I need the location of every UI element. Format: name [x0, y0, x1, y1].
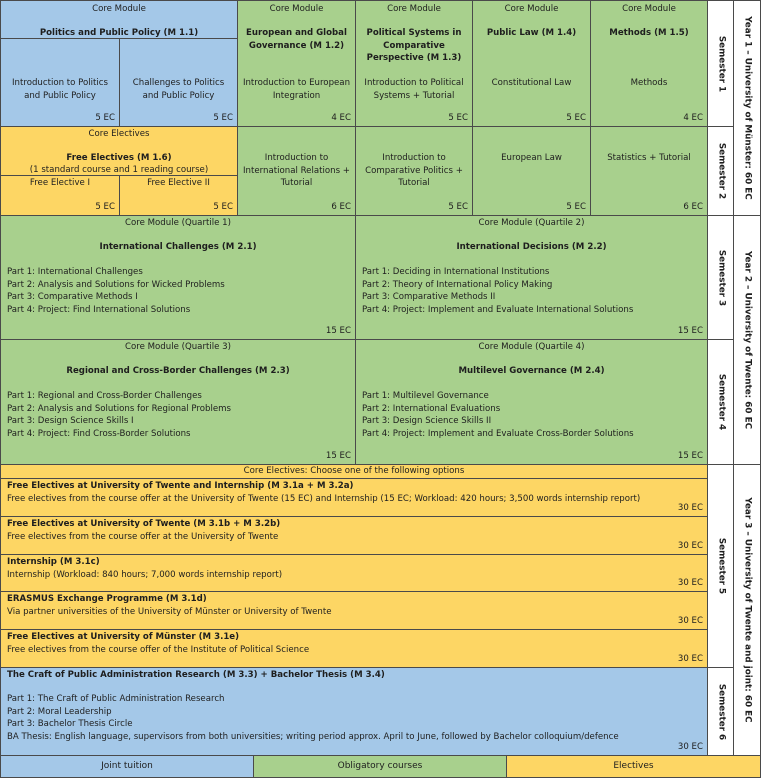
- course-name: Constitutional Law: [491, 78, 572, 88]
- option-title: Free Electives at University of Twente and Internship (M 3.1a + M 3.2a): [7, 481, 354, 491]
- thesis-title-wrap: [7, 669, 703, 682]
- free-elective-1: [0, 175, 120, 216]
- free-elective-2: [119, 175, 238, 216]
- module-title: International Challenges (M 2.1): [99, 242, 257, 252]
- part-line: Part 4: Project: Find International Solutions: [7, 304, 191, 315]
- module-parts: [362, 390, 703, 440]
- part-line: Part 1: Regional and Cross-Border Challenges: [7, 391, 202, 401]
- part-line: Part 3: Comparative Methods I: [7, 292, 138, 303]
- ec-value: 5 EC: [566, 113, 586, 124]
- option-text: [7, 556, 703, 581]
- option-desc: Via partner universities of the University of Münster or University of Twente: [7, 606, 332, 617]
- option-m3-1c: [0, 554, 708, 592]
- module-header: Core Module: [622, 4, 676, 14]
- option-text: [7, 518, 703, 543]
- module-header: Core Module: [92, 4, 146, 14]
- ec-value: 5 EC: [448, 113, 468, 124]
- elective-name: Free Elective I: [29, 178, 91, 188]
- semester-2-label: [707, 126, 734, 216]
- ec-value: 15 EC: [677, 451, 703, 462]
- module-m2-1: [0, 215, 356, 340]
- course-name: Challenges to Politics and Public Policy: [132, 78, 225, 101]
- legend-label: Obligatory courses: [337, 761, 423, 771]
- option-desc: Free electives from the course offer at the University of Twente (15 EC) and Internship (15 EC; Workload: 420 hours; 3,500 words internship report): [7, 493, 641, 504]
- module-m2-2: [355, 215, 708, 340]
- legend-label: Joint tuition: [101, 761, 153, 771]
- ec-value: 5 EC: [566, 202, 586, 213]
- module-subtitle: (1 standard course and 1 reading course): [29, 165, 209, 175]
- part-line: Part 2: Analysis and Solutions for Wicked Problems: [7, 279, 225, 290]
- option-title: Free Electives at University of Twente (M 3.1b + M 3.2b): [7, 519, 281, 529]
- ec-value: 30 EC: [677, 742, 703, 753]
- module-header: Core Module: [269, 4, 324, 14]
- thesis-parts: [7, 693, 703, 743]
- ec-value: 6 EC: [683, 202, 703, 213]
- semester-text: Semester 6: [715, 683, 726, 740]
- ec-value: 5 EC: [213, 113, 233, 124]
- year-text: Year 3 – University of Twente and joint: 60 EC: [742, 497, 753, 723]
- ec-value: 4 EC: [683, 113, 703, 124]
- legend-label: Electives: [613, 761, 654, 771]
- course-european-law: [472, 126, 591, 216]
- year-text: Year 2 – University of Twente: 60 EC: [742, 250, 753, 430]
- ec-value: 30 EC: [677, 654, 703, 665]
- ec-value: 5 EC: [213, 202, 233, 213]
- electives-header-text: Core Electives: Choose one of the following options: [243, 466, 465, 476]
- option-title: Free Electives at University of Münster (M 3.1e): [7, 632, 240, 642]
- option-text: [7, 480, 703, 505]
- module-title: Political Systems in Comparative Perspective (M 1.3): [366, 28, 462, 64]
- semester-3-label: [707, 215, 734, 340]
- module-title: International Decisions (M 2.2): [456, 242, 607, 252]
- part-line: Part 2: Theory of International Policy Making: [362, 279, 553, 290]
- module-header: Core Module (Quartile 3): [125, 342, 231, 352]
- course-name: Statistics + Tutorial: [607, 153, 691, 163]
- module-title: European and Global Governance (M 1.2): [246, 28, 347, 51]
- course-name: European Law: [501, 153, 562, 163]
- course-statistics: [590, 126, 708, 216]
- module-thesis: [0, 667, 708, 756]
- semester-text: Semester 1: [715, 35, 726, 92]
- module-title: Multilevel Governance (M 2.4): [458, 366, 605, 376]
- year-1-label: [733, 0, 761, 216]
- part-line: Part 2: Analysis and Solutions for Regional Problems: [7, 403, 232, 414]
- course-name: Introduction to Political Systems + Tutorial: [364, 78, 464, 101]
- ec-value: 6 EC: [331, 202, 351, 213]
- module-m1-5: [590, 0, 708, 127]
- module-header: Core Module (Quartile 4): [478, 342, 585, 352]
- course-intro-politics: [0, 38, 120, 127]
- module-m1-4: [472, 0, 591, 127]
- ec-value: 15 EC: [677, 326, 703, 337]
- option-title: Internship (M 3.1c): [7, 557, 100, 567]
- module-m2-3: [0, 339, 356, 465]
- part-line: BA Thesis: English language, supervisors from both universities; writing period approx. April to June, followed by Bachelor colloquium/defence: [7, 731, 619, 742]
- option-m3-1a: [0, 478, 708, 517]
- module-m1-3: [355, 0, 473, 127]
- semester-text: Semester 2: [715, 142, 726, 200]
- module-title: Methods (M 1.5): [609, 28, 689, 38]
- option-text: [7, 593, 703, 618]
- part-line: Part 1: International Challenges: [7, 267, 143, 277]
- module-header: Core Module: [387, 4, 441, 14]
- option-m3-1e: [0, 629, 708, 668]
- module-title: Politics and Public Policy (M 1.1): [39, 28, 199, 38]
- module-header: Core Module (Quartile 2): [478, 218, 585, 228]
- part-line: Part 1: Multilevel Governance: [362, 391, 489, 401]
- module-header: Core Module (Quartile 1): [125, 218, 231, 228]
- module-header: Core Module: [504, 4, 559, 14]
- option-desc: Free electives from the course offer of the Institute of Political Science: [7, 644, 310, 655]
- ec-value: 5 EC: [95, 113, 115, 124]
- part-line: Part 3: Comparative Methods II: [362, 292, 496, 303]
- year-3-label: [733, 464, 761, 756]
- part-line: Part 4: Project: Implement and Evaluate International Solutions: [362, 304, 634, 315]
- part-line: Part 3: Design Science Skills I: [7, 416, 134, 427]
- semester-4-label: [707, 339, 734, 465]
- semester-1-label: [707, 0, 734, 127]
- option-desc: Free electives from the course offer at the University of Twente: [7, 531, 279, 542]
- year-text: Year 1 – University of Münster: 60 EC: [742, 16, 753, 200]
- course-name: Methods: [630, 78, 668, 88]
- module-m2-4: [355, 339, 708, 465]
- option-text: [7, 631, 703, 656]
- part-line: Part 2: International Evaluations: [362, 403, 501, 414]
- ec-value: 30 EC: [677, 616, 703, 627]
- semester-6-label: [707, 667, 734, 756]
- core-electives-header: [0, 464, 708, 479]
- year-2-label: [733, 215, 761, 465]
- semester-text: Semester 3: [715, 249, 726, 306]
- course-name: Introduction to Politics and Public Policy: [12, 78, 108, 101]
- part-line: Part 3: Bachelor Thesis Circle: [7, 719, 133, 730]
- option-title: ERASMUS Exchange Programme (M 3.1d): [7, 594, 207, 604]
- option-m3-1b: [0, 516, 708, 555]
- module-parts: [7, 266, 351, 316]
- semester-text: Semester 5: [715, 537, 726, 595]
- part-line: Part 1: The Craft of Public Administration Research: [7, 694, 225, 704]
- module-parts: [7, 390, 351, 440]
- option-m3-1d: [0, 591, 708, 630]
- ec-value: 4 EC: [331, 113, 351, 124]
- course-challenges-politics: [119, 38, 238, 127]
- ec-value: 15 EC: [325, 451, 351, 462]
- module-m1-2: [237, 0, 356, 127]
- legend-joint-tuition: [0, 755, 254, 778]
- module-title: Public Law (M 1.4): [486, 28, 577, 38]
- ec-value: 30 EC: [677, 503, 703, 514]
- elective-name: Free Elective II: [147, 178, 210, 188]
- course-name: Introduction to International Relations + Tutorial: [243, 153, 350, 189]
- option-desc: Internship (Workload: 840 hours; 7,000 words internship report): [7, 569, 283, 580]
- ec-value: 30 EC: [677, 541, 703, 552]
- part-line: Part 3: Design Science Skills II: [362, 416, 492, 427]
- thesis-title: The Craft of Public Administration Research (M 3.3) + Bachelor Thesis (M 3.4): [7, 670, 385, 680]
- course-intro-ir: [237, 126, 356, 216]
- part-line: Part 2: Moral Leadership: [7, 706, 112, 717]
- legend-obligatory-courses: [253, 755, 507, 778]
- ec-value: 30 EC: [677, 578, 703, 589]
- module-title: Free Electives (M 1.6): [66, 153, 172, 163]
- part-line: Part 1: Deciding in International Institutions: [362, 267, 550, 277]
- module-parts: [362, 266, 703, 316]
- ec-value: 5 EC: [95, 202, 115, 213]
- course-intro-comparative: [355, 126, 473, 216]
- legend-electives: [506, 755, 761, 778]
- semester-5-label: [707, 464, 734, 668]
- course-name: Introduction to Comparative Politics + Tutorial: [365, 153, 463, 189]
- ec-value: 5 EC: [448, 202, 468, 213]
- module-header: Core Electives: [88, 129, 150, 139]
- ec-value: 15 EC: [325, 326, 351, 337]
- part-line: Part 4: Project: Find Cross-Border Solutions: [7, 428, 191, 439]
- module-title: Regional and Cross-Border Challenges (M 2.3): [66, 366, 290, 376]
- part-line: Part 4: Project: Implement and Evaluate Cross-Border Solutions: [362, 428, 634, 439]
- course-name: Introduction to European Integration: [242, 78, 351, 101]
- semester-text: Semester 4: [715, 373, 726, 431]
